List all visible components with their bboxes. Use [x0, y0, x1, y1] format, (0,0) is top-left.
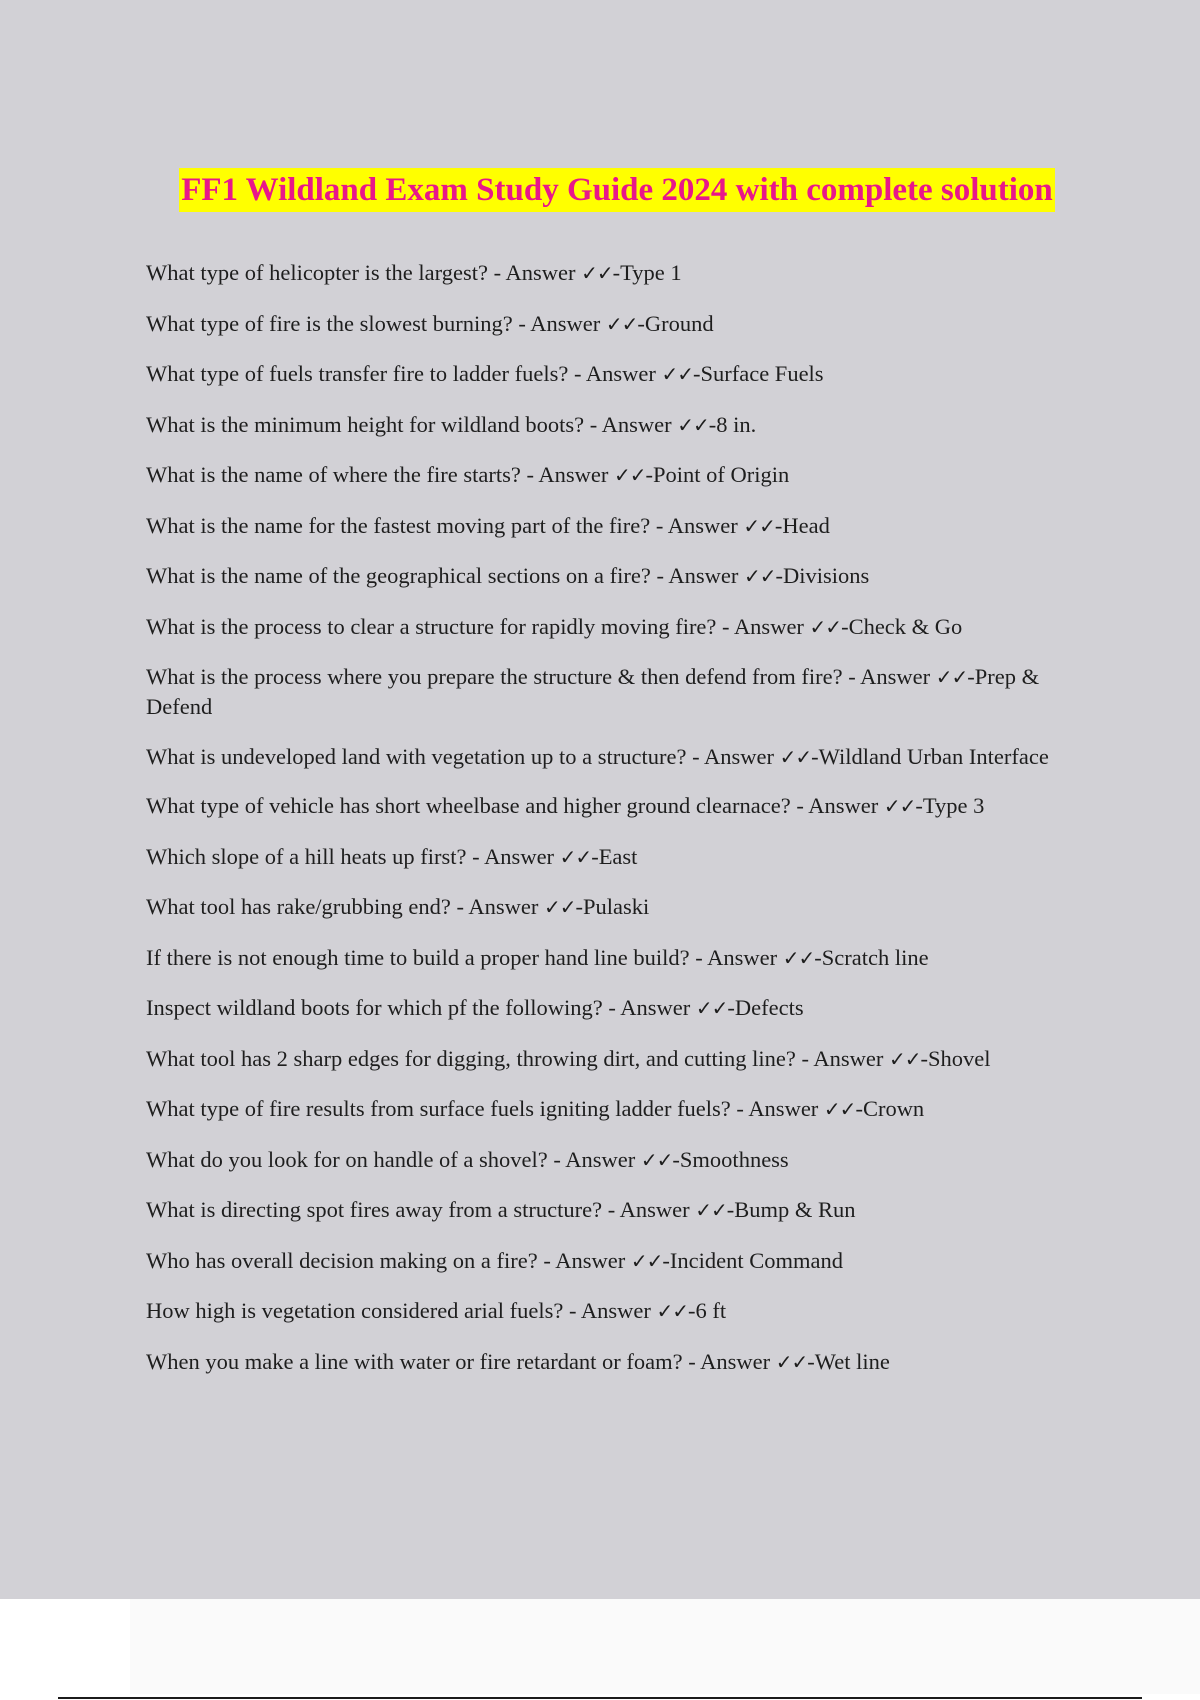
checkmark-icon: ✓✓: [743, 513, 775, 538]
checkmark-icon: ✓✓: [640, 1147, 673, 1172]
checkmark-icon: ✓✓: [581, 261, 613, 285]
qa-item: What is the name for the fastest moving part of the fire? - Answer ✓✓-Head: [146, 512, 830, 538]
answer-text: Incident Command: [669, 1247, 843, 1273]
question-text: What tool has rake/grubbing end?: [146, 894, 451, 919]
qa-item: What is directing spot fires away from a structure? - Answer ✓✓-Bump & Run: [146, 1197, 856, 1222]
checkmark-icon: ✓✓: [775, 1349, 808, 1374]
qa-item: How high is vegetation considered arial fuels? - Answer ✓✓-6 ft: [146, 1298, 727, 1323]
question-text: What type of fuels transfer fire to ladder fuels?: [146, 361, 569, 386]
answer-label: Answer: [860, 664, 931, 689]
footer-divider: [58, 1697, 1142, 1699]
answer-label: Answer: [484, 843, 555, 869]
answer-label: Answer: [668, 563, 739, 588]
answer-label: Answer: [505, 260, 576, 285]
answer-text: Crown: [862, 1096, 925, 1121]
answer-text: Head: [782, 512, 830, 538]
qa-item: What tool has 2 sharp edges for digging, throwing dirt, and cutting line? - Answer ✓✓-Shovel: [146, 1045, 991, 1071]
answer-label: Answer: [620, 995, 691, 1020]
qa-item: Which slope of a hill heats up first? - Answer ✓✓-East: [146, 843, 638, 869]
checkmark-icon: ✓✓: [559, 844, 592, 869]
answer-label: Answer: [601, 411, 672, 437]
question-text: What is the name of where the fire starts?: [146, 462, 521, 487]
qa-item: If there is not enough time to build a proper hand line build? - Answer ✓✓-Scratch line: [146, 944, 929, 970]
question-text: What type of helicopter is the largest?: [146, 260, 488, 285]
answer-text: Shovel: [928, 1045, 991, 1071]
answer-text: Smoothness: [679, 1146, 789, 1172]
question-text: What do you look for on handle of a shovel?: [146, 1146, 548, 1172]
question-text: What is the name of the geographical sections on a fire?: [146, 563, 651, 588]
answer-label: Answer: [808, 793, 879, 818]
answer-text: Wet line: [814, 1348, 890, 1374]
answer-label: Answer: [700, 1348, 771, 1374]
answer-text: Ground: [644, 310, 714, 336]
question-text: What is the process where you prepare the structure & then defend from fire?: [146, 664, 843, 689]
answer-text: Divisions: [782, 563, 870, 588]
answer-label: Answer: [538, 462, 609, 487]
question-text: When you make a line with water or fire retardant or foam?: [146, 1348, 683, 1374]
checkmark-icon: ✓✓: [935, 665, 968, 689]
answer-text: Defects: [734, 995, 804, 1020]
answer-text: Pulaski: [583, 894, 650, 919]
question-text: What is the process to clear a structure for rapidly moving fire?: [146, 613, 717, 639]
qa-item: What type of fuels transfer fire to ladder fuels? - Answer ✓✓-Surface Fuels: [146, 361, 824, 386]
qa-item: What is the process where you prepare the structure & then defend from fire? - Answer ✓✓-Prep & Defend: [146, 664, 1040, 719]
checkmark-icon: ✓✓: [677, 412, 709, 437]
answer-label: Answer: [703, 743, 774, 769]
checkmark-icon: ✓✓: [613, 463, 646, 487]
qa-item: What type of fire is the slowest burning? - Answer ✓✓-Ground: [146, 310, 714, 336]
answer-text: 8 in.: [716, 411, 757, 437]
qa-item: What tool has rake/grubbing end? - Answer ✓✓-Pulaski: [146, 894, 650, 919]
checkmark-icon: ✓✓: [695, 996, 728, 1020]
answer-label: Answer: [565, 1146, 636, 1172]
question-text: What is the minimum height for wildland boots?: [146, 411, 585, 437]
answer-text: Type 1: [620, 260, 682, 285]
qa-item: What type of helicopter is the largest? - Answer ✓✓-Type 1: [146, 260, 682, 285]
checkmark-icon: ✓✓: [661, 362, 693, 386]
answer-label: Answer: [707, 944, 778, 970]
answer-label: Answer: [530, 310, 601, 336]
title-container: [0, 168, 1200, 212]
qa-item: What do you look for on handle of a shovel? - Answer ✓✓-Smoothness: [146, 1146, 789, 1172]
answer-text: Bump & Run: [734, 1197, 856, 1222]
question-text: Which slope of a hill heats up first?: [146, 843, 467, 869]
answer-label: Answer: [585, 361, 656, 386]
question-text: Who has overall decision making on a fire?: [146, 1247, 538, 1273]
question-text: How high is vegetation considered arial fuels?: [146, 1298, 564, 1323]
question-text: What is the name for the fastest moving part of the fire?: [146, 512, 651, 538]
checkmark-icon: ✓✓: [695, 1198, 727, 1222]
answer-label: Answer: [733, 613, 804, 639]
checkmark-icon: ✓✓: [889, 1046, 921, 1071]
answer-label: Answer: [813, 1045, 884, 1071]
answer-label: Answer: [667, 512, 738, 538]
qa-item: What type of fire results from surface fuels igniting ladder fuels? - Answer ✓✓-Crown: [146, 1096, 925, 1121]
answer-text: Scratch line: [821, 944, 929, 970]
question-text: Inspect wildland boots for which pf the following?: [146, 995, 603, 1020]
answer-text: Point of Origin: [652, 462, 790, 487]
checkmark-icon: ✓✓: [823, 1097, 856, 1121]
qa-item: Inspect wildland boots for which pf the following? - Answer ✓✓-Defects: [146, 995, 804, 1020]
answer-text: Wildland Urban Interface: [818, 743, 1049, 769]
question-text: What tool has 2 sharp edges for digging, throwing dirt, and cutting line?: [146, 1045, 796, 1071]
answer-label: Answer: [580, 1298, 651, 1323]
question-text: What type of fire results from surface fuels igniting ladder fuels?: [146, 1096, 731, 1121]
question-text: If there is not enough time to build a proper hand line build?: [146, 944, 690, 970]
qa-list: [146, 258, 1092, 1397]
checkmark-icon: ✓✓: [809, 614, 842, 639]
answer-label: Answer: [748, 1096, 819, 1121]
answer-label: Answer: [619, 1197, 690, 1222]
question-text: What is undeveloped land with vegetation up to a structure?: [146, 743, 687, 769]
qa-item: What is undeveloped land with vegetation up to a structure? - Answer ✓✓-Wildland Urban Interface: [146, 743, 1049, 769]
question-text: What is directing spot fires away from a structure?: [146, 1197, 603, 1222]
checkmark-icon: ✓✓: [630, 1248, 663, 1273]
answer-label: Answer: [468, 894, 539, 919]
checkmark-icon: ✓✓: [743, 564, 776, 588]
checkmark-icon: ✓✓: [605, 311, 638, 336]
answer-text: Surface Fuels: [700, 361, 824, 386]
answer-text: Prep & Defend: [146, 664, 1040, 719]
checkmark-icon: ✓✓: [656, 1299, 689, 1323]
qa-item: What is the name of where the fire starts? - Answer ✓✓-Point of Origin: [146, 462, 790, 487]
answer-text: Type 3: [922, 793, 985, 818]
answer-label: Answer: [555, 1247, 626, 1273]
answer-text: 6 ft: [695, 1298, 727, 1323]
qa-item: What is the name of the geographical sections on a fire? - Answer ✓✓-Divisions: [146, 563, 870, 588]
qa-item: What is the minimum height for wildland boots? - Answer ✓✓-8 in.: [146, 411, 757, 437]
checkmark-icon: ✓✓: [544, 895, 576, 919]
checkmark-icon: ✓✓: [779, 744, 812, 769]
question-text: What type of fire is the slowest burning?: [146, 310, 513, 336]
question-text: What type of vehicle has short wheelbase and higher ground clearnace?: [146, 793, 791, 818]
qa-item: What type of vehicle has short wheelbase and higher ground clearnace? - Answer ✓✓-Type 3: [146, 793, 985, 818]
checkmark-icon: ✓✓: [782, 945, 815, 970]
qa-item: When you make a line with water or fire retardant or foam? - Answer ✓✓-Wet line: [146, 1348, 890, 1374]
qa-item: Who has overall decision making on a fire? - Answer ✓✓-Incident Command: [146, 1247, 843, 1273]
page-footer-area: [130, 1599, 1200, 1694]
checkmark-icon: ✓✓: [883, 794, 916, 818]
qa-item: What is the process to clear a structure for rapidly moving fire? - Answer ✓✓-Check & Go: [146, 613, 963, 639]
answer-text: East: [598, 843, 638, 869]
document-title: FF1 Wildland Exam Study Guide 2024 with complete solution: [179, 168, 1055, 212]
answer-text: Check & Go: [848, 613, 963, 639]
